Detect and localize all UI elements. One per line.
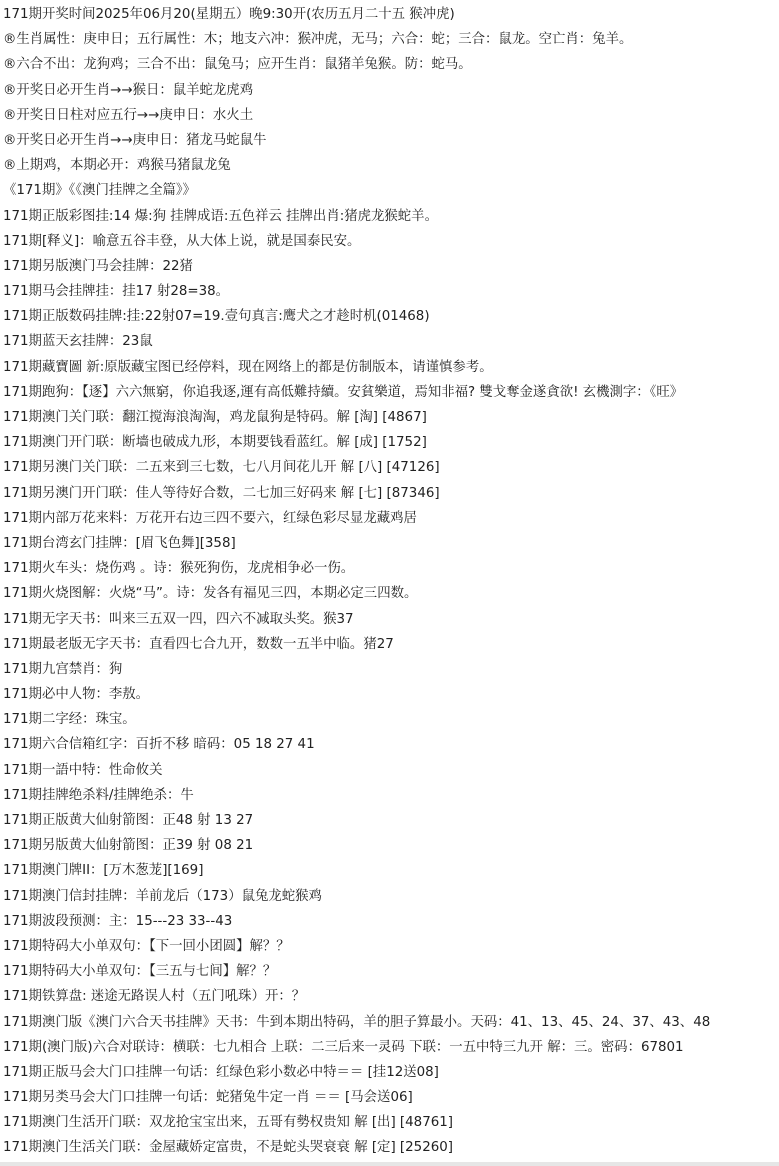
text-line: 171期[释义]：喻意五谷丰登，从大体上说，就是国泰民安。	[3, 233, 361, 249]
text-line: 171期无字天书：叫来三五双一四，四六不减取头奖。猴37	[3, 611, 354, 627]
text-line: 171期藏寶圖 新:原版藏宝图已经停料，现在网络上的都是仿制版本，请谨慎参考。	[3, 359, 493, 375]
text-line: 171期马会挂牌挂：挂17 射28=38。	[3, 284, 230, 300]
text-line: 171期澳门关门联：翻江搅海浪淘淘，鸡龙鼠狗是特码。解 [淘] [4867]	[3, 410, 427, 425]
text-line: 171期九宫禁肖：狗	[3, 661, 123, 677]
text-line: 171期开奖时间2025年06月20(星期五）晚9:30开(农历五月二十五 猴冲虎)	[3, 7, 455, 22]
text-line: 171期特码大小单双句：【三五与七间】解？？	[3, 964, 277, 980]
text-line: 171期火车头：烧伤鸡 。诗：猴死狗伤，龙虎相争必一伤。	[3, 561, 355, 577]
text-line: 171期澳门开门联：断墙也破成九形，本期要钱看蓝红。解 [成] [1752]	[3, 435, 427, 451]
text-line: ®开奖日必开生肖→→猴日：鼠羊蛇龙虎鸡	[3, 82, 254, 98]
text-line: 171期另澳门关门联：二五来到三七数，七八月间花儿开 解 [八] [47126]	[3, 460, 440, 476]
text-line: 171期跑狗：【逐】六六無窮，你追我逐,運有高低難持續。安貧樂道，焉知非福? 雙戈奪金遂貪欲! 玄機測字：《旺》	[3, 384, 684, 400]
text-line: 171期正版马会大门口挂牌一句话：红绿色彩小数必中特＝＝ [挂12送08]	[3, 1064, 439, 1080]
text-line: ®生肖属性：庚申日；五行属性：木；地支六冲：猴冲虎，无马；六合：蛇；三合：鼠龙。空亡肖：兔羊。	[3, 32, 633, 48]
text-line: 171期蓝天玄挂牌：23鼠	[3, 334, 153, 350]
text-line: 171期内部万花来料：万花开右边三四不要六，红绿色彩尽显龙藏鸡居	[3, 510, 417, 526]
text-line: 171期特码大小单双句：【下一回小团圆】解？？	[3, 938, 290, 954]
text-line: 171期火烧图解：火烧“马”。诗：发各有福见三四，本期必定三四数。	[3, 586, 418, 602]
text-line: 171期正版彩图挂:14 爆:狗 挂牌成语:五色祥云 挂牌出肖:猪虎龙猴蛇羊。	[3, 208, 438, 224]
text-line: ®六合不出：龙狗鸡；三合不出：鼠兔马；应开生肖：鼠猪羊兔猴。防：蛇马。	[3, 57, 472, 73]
text-line: 171期挂牌绝杀料/挂牌绝杀：牛	[3, 787, 194, 803]
text-line: 171期波段预测：主：15---23 33--43	[3, 913, 233, 929]
text-line: 171期铁算盘: 迷途无路误人村（五门吼珠）开：？	[3, 989, 306, 1005]
text-line: 171期一語中特：性命攸关	[3, 762, 163, 778]
text-line: 171期正版数码挂牌:挂:22射07=19.壹句真言:鹰犬之才趁时机(01468)	[3, 309, 430, 325]
text-line: 171期澳门信封挂牌：羊前龙后（173）鼠兔龙蛇猴鸡	[3, 888, 322, 904]
text-line: 《171期》《《澳门挂牌之全篇》》	[3, 183, 196, 199]
text-line: 171期澳门生活关门联：金屋藏娇定富贵，不是蛇头哭衰衰 解 [定] [25260]	[3, 1140, 453, 1156]
text-line: 171期澳门版《澳门六合天书挂牌》天书：牛到本期出特码，羊的胆子算最小。天码：41、13、45、24、37、43、48	[3, 1014, 711, 1030]
text-line: 171期澳门生活开门联：双龙抢宝宝出来，五哥有勢权贵知 解 [出] [48761]	[3, 1115, 453, 1131]
text-line: 171期另版澳门马会挂牌：22猪	[3, 258, 193, 274]
text-line: 171期六合信箱红字：百折不移 暗码：05 18 27 41	[3, 737, 315, 753]
text-line: 171期另类马会大门口挂牌一句话：蛇猪兔牛定一肖 ＝＝ [马会送06]	[3, 1090, 413, 1106]
text-line: ®上期鸡，本期必开：鸡猴马猪鼠龙兔	[3, 158, 231, 174]
text-line: 171期另版黄大仙射箭图：正39 射 08 21	[3, 838, 254, 854]
text-line: 171期最老版无字天书：直看四七合九开，数数一五半中临。猪27	[3, 636, 394, 652]
text-line: 171期台湾玄门挂牌：[眉飞色舞][358]	[3, 535, 236, 551]
text-line: 171期二字经：珠宝。	[3, 712, 136, 728]
text-line: ®开奖日日柱对应五行→→庚申日：水火土	[3, 107, 254, 123]
text-line: 171期(澳门版)六合对联诗：横联：七九相合 上联：二三后来一灵码 下联：一五中特三九开 解：三。密码：67801	[3, 1039, 684, 1055]
bottom-divider	[0, 1162, 779, 1166]
text-line: 171期另澳门开门联：佳人等待好合数，二七加三好码来 解 [七] [87346]	[3, 485, 440, 501]
text-line: ®开奖日必开生肖→→庚申日：猪龙马蛇鼠牛	[3, 132, 267, 148]
text-line: 171期澳门牌II：[万木葱茏][169]	[3, 863, 204, 879]
text-line: 171期正版黄大仙射箭图：正48 射 13 27	[3, 813, 254, 828]
text-line: 171期必中人物：李敖。	[3, 687, 150, 703]
